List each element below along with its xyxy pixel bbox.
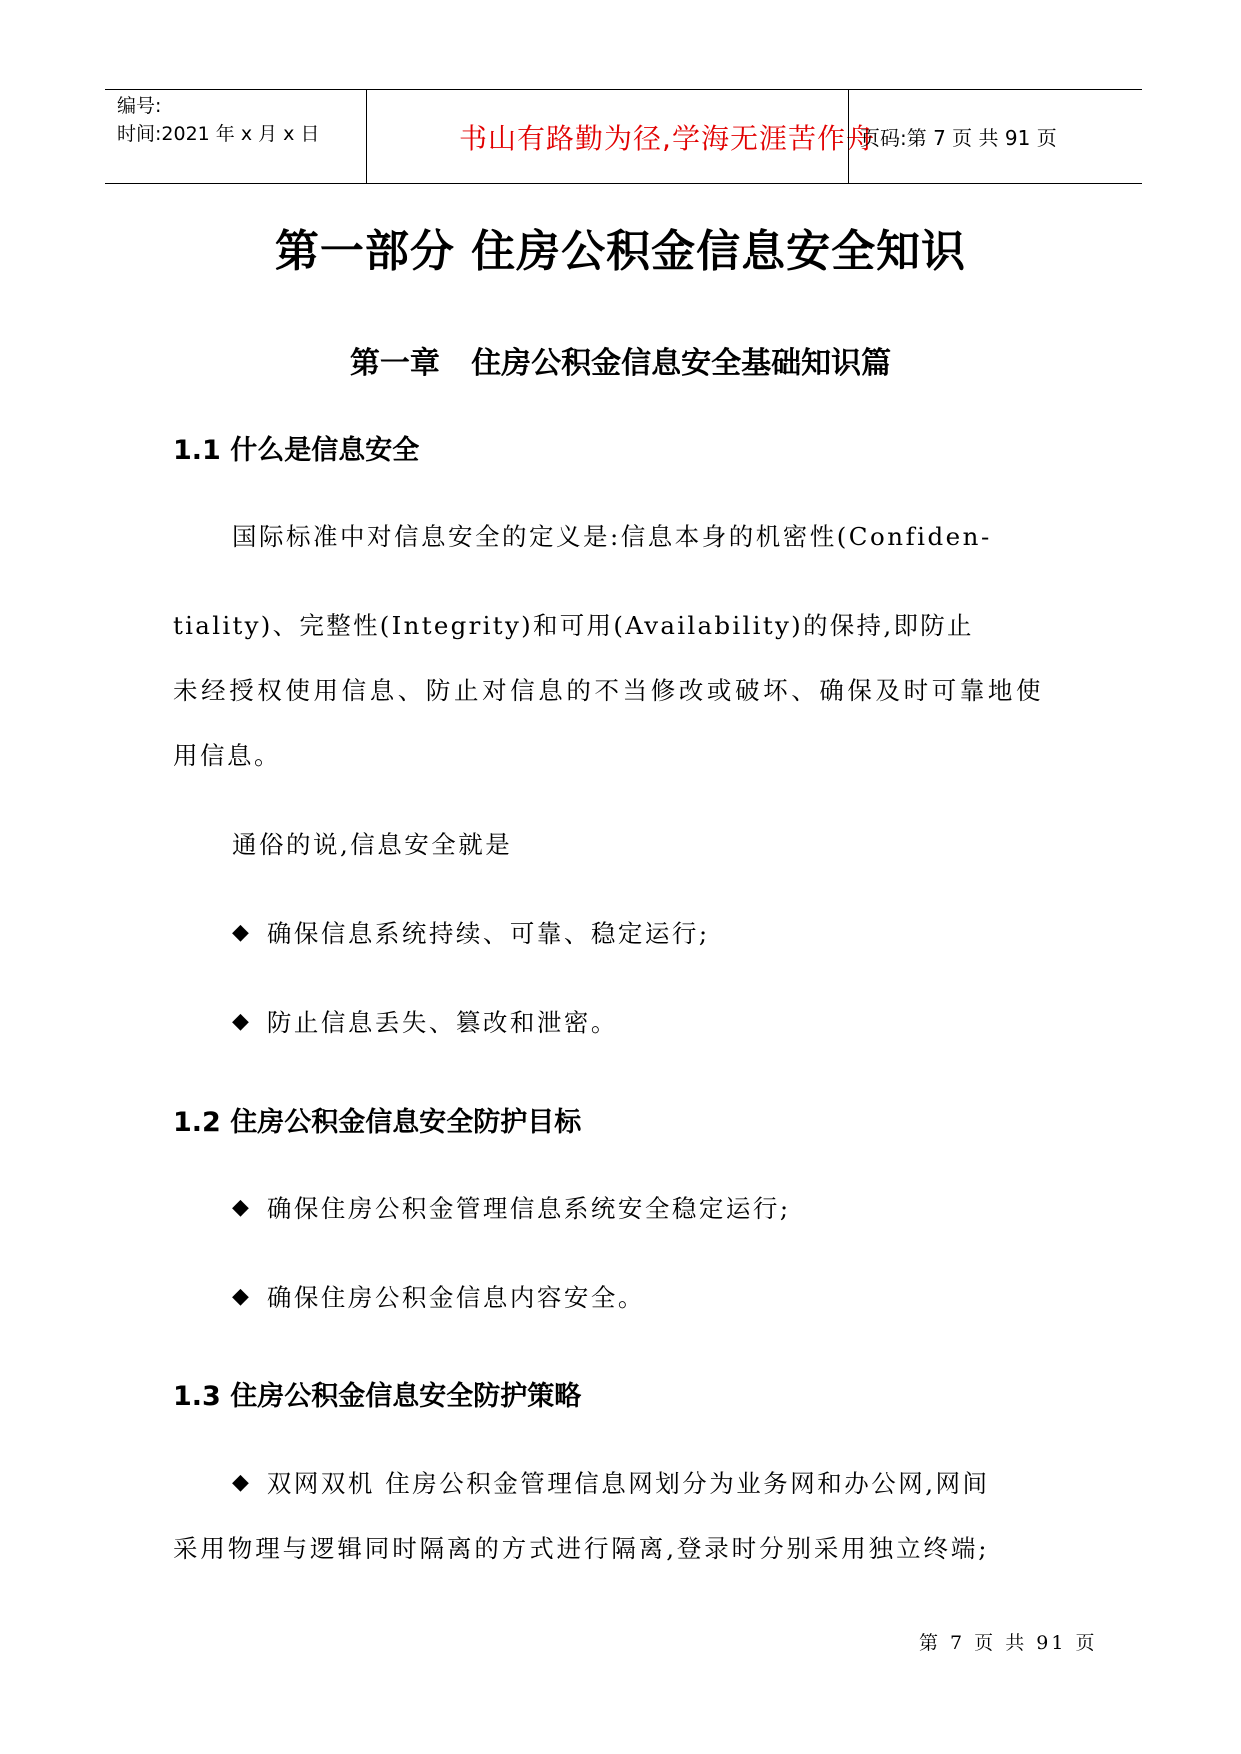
page-footer: 第 7 页 共 91 页 (919, 1632, 1098, 1654)
list-item (232, 1004, 618, 1039)
page-header (105, 89, 1142, 184)
list-item-text: 防止信息丢失、篡改和泄密。 (266, 1008, 618, 1037)
part-title: 第一部分 住房公积金信息安全知识 (274, 226, 967, 277)
header-meta (117, 92, 367, 148)
black-diamond-icon: ◆ (232, 1284, 249, 1309)
paragraph-line: 国际标准中对信息安全的定义是:信息本身的机密性(Confiden- (232, 522, 992, 551)
paragraph-line: 采用物理与逻辑同时隔离的方式进行隔离,登录时分别采用独立终端; (173, 1534, 990, 1563)
list-item (232, 915, 710, 950)
list-item-text: 双网双机 住房公积金管理信息网划分为业务网和办公网,网间 (266, 1469, 990, 1498)
header-motto: 书山有路勤为径,学海无涯苦作舟 (459, 121, 875, 155)
header-code-label: 编号: (117, 95, 162, 117)
header-time-label: 时间:2021 年 x 月 x 日 (117, 123, 320, 145)
paragraph-line: 通俗的说,信息安全就是 (232, 830, 513, 859)
list-item (232, 1279, 645, 1314)
list-item (232, 1190, 791, 1225)
header-page-number: 页码:第 7 页 共 91 页 (860, 126, 1057, 150)
header-divider (366, 90, 367, 183)
section-heading: 1.3 住房公积金信息安全防护策略 (173, 1381, 582, 1412)
list-item-text: 确保住房公积金管理信息系统安全稳定运行; (266, 1194, 791, 1223)
black-diamond-icon: ◆ (232, 1195, 249, 1220)
list-item-text: 确保信息系统持续、可靠、稳定运行; (266, 919, 710, 948)
list-item-text: 确保住房公积金信息内容安全。 (266, 1283, 645, 1312)
paragraph-line: 未经授权使用信息、防止对信息的不当修改或破坏、确保及时可靠地使 (173, 676, 1045, 705)
paragraph-line: tiality)、完整性(Integrity)和可用(Availability)的保持,即防止 (173, 611, 974, 640)
black-diamond-icon: ◆ (232, 920, 249, 945)
paragraph-line: 用信息。 (173, 741, 281, 770)
list-item (232, 1465, 990, 1500)
section-heading: 1.1 什么是信息安全 (173, 435, 420, 466)
section-heading: 1.2 住房公积金信息安全防护目标 (173, 1107, 582, 1138)
black-diamond-icon: ◆ (232, 1470, 249, 1495)
chapter-title: 第一章 住房公积金信息安全基础知识篇 (349, 346, 892, 381)
black-diamond-icon: ◆ (232, 1009, 249, 1034)
